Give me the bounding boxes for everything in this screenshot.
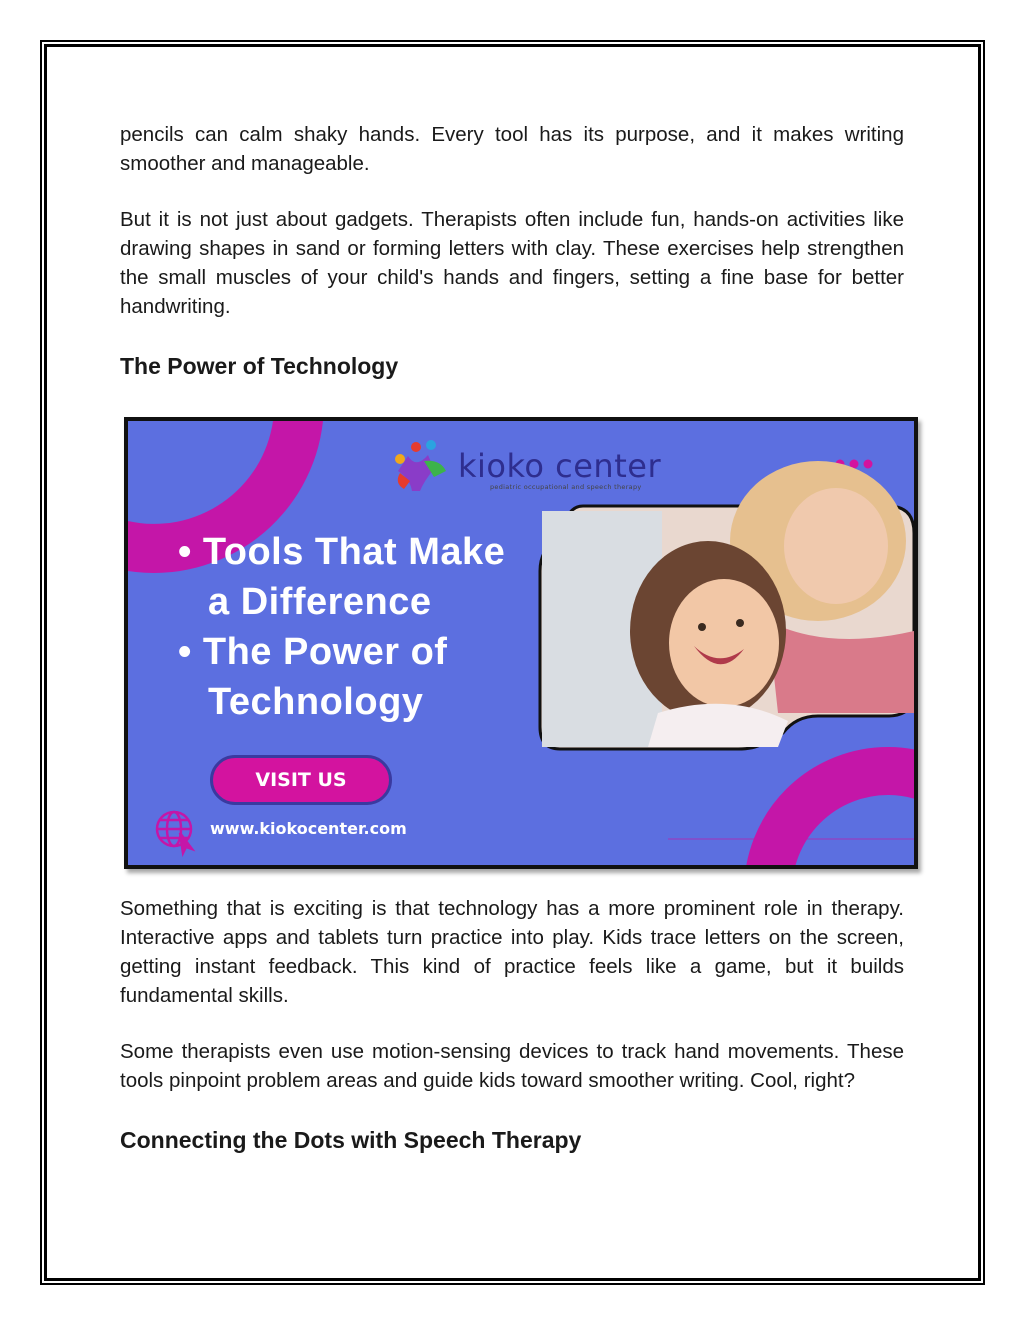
paragraph-tools-purpose: pencils can calm shaky hands. Every tool has its purpose, and it makes writing smoother and manageable. [120, 123, 904, 175]
website-url-link[interactable]: www.kiokocenter.com [210, 819, 407, 838]
banner-bullet-line-3: • The Power of [178, 631, 448, 673]
banner-bullet-line-1: • Tools That Make [178, 531, 506, 573]
photo-mother-and-child [540, 461, 914, 749]
document-body [120, 120, 904, 380]
heading-speech-therapy: Connecting the Dots with Speech Therapy [120, 1127, 582, 1153]
paragraph-hands-on-activities: But it is not just about gadgets. Therapists often include fun, hands-on activities like drawing shapes in sand or forming letters with clay. These exercises help strengthen the small muscles of your child's hands and fingers, setting a fine base for better handwriting. [120, 208, 904, 318]
kioko-center-banner-image[interactable] [124, 417, 918, 869]
visit-us-button[interactable]: VISIT US [210, 755, 392, 805]
kioko-logo-icon [395, 440, 446, 491]
banner-bullet-line-4: Technology [208, 681, 424, 723]
brand-name: kioko center [458, 447, 662, 485]
paragraph-motion-sensing: Some therapists even use motion-sensing devices to track hand movements. These tools pinpoint problem areas and guide kids toward smoother writing. Cool, right? [120, 1040, 904, 1092]
magenta-ring-bottom-right [768, 771, 918, 869]
globe-icon [157, 812, 192, 853]
document-body-continued [120, 894, 904, 1154]
paragraph-technology-role: Something that is exciting is that technology has a more prominent role in therapy. Interactive apps and tablets turn practice into play. Kids trace letters on the screen, getting instant feedback. This kind of practice feels like a game, but it builds fundamental skills. [120, 897, 904, 1007]
brand-tagline: pediatric occupational and speech therapy [490, 483, 642, 491]
heading-power-of-technology: The Power of Technology [120, 353, 399, 379]
banner-bullet-line-2: a Difference [208, 581, 432, 623]
